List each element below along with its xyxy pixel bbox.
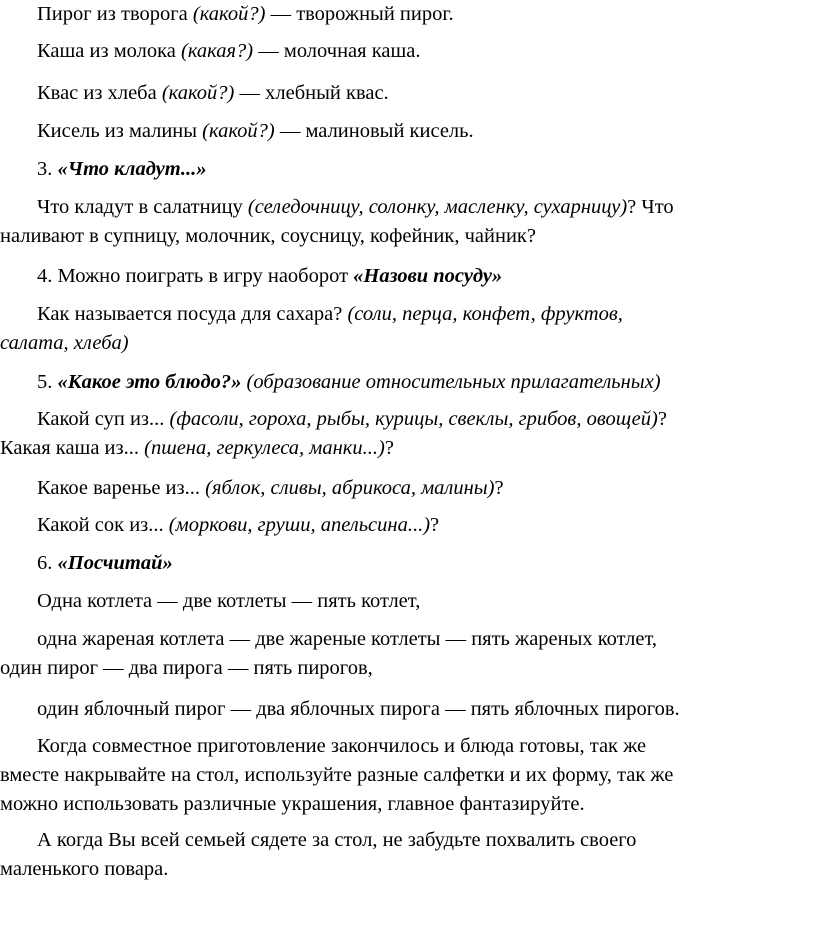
text-run: один пирог — два пирога — пять пирогов, [0,657,373,679]
text-run: Какое варенье из... [37,477,206,499]
text-line [0,79,808,108]
text-line [0,587,808,616]
text-line [0,761,808,790]
text-line [0,732,808,761]
paragraph [0,511,808,540]
text-run: Кисель из малины [37,120,203,142]
text-run: Какая каша из... [0,437,145,459]
paragraph [0,155,808,184]
text-line [0,434,808,463]
paragraph [0,0,808,29]
paragraph [0,587,808,616]
text-run: Какой суп из... [37,408,170,430]
text-line [0,155,808,184]
text-run: Какой сок из... [37,514,169,536]
text-run: один яблочный пирог — два яблочных пирога — пять яблочных пирогов. [37,698,680,720]
text-run: Каша из молока [37,40,182,62]
text-line [0,262,808,291]
italic-run: (какая?) [181,40,254,62]
text-run: Квас из хлеба [37,82,162,104]
paragraph [0,695,808,724]
text-run: ? Что [627,196,674,218]
text-run: Что кладут в салатницу [37,196,248,218]
italic-run: (фасоли, гороха, рыбы, курицы, свеклы, грибов, овощей) [169,408,658,430]
italic-run: (какой?) [161,82,235,104]
text-line [0,474,808,503]
bold-italic-run: «Назови посуду» [353,265,503,287]
text-line [0,222,808,251]
paragraph [0,193,808,251]
text-run: 6. [37,552,58,574]
text-run: наливают в супницу, молочник, соусницу, кофейник, чайник? [0,225,536,247]
paragraph [0,549,808,578]
text-run: можно использовать различные украшения, главное фантазируйте. [0,793,585,815]
text-run: — творожный пирог. [265,3,454,25]
text-line [0,826,808,855]
italic-run: (моркови, груши, апельсина...) [168,514,431,536]
text-line [0,511,808,540]
text-line [0,405,808,434]
text-run: А когда Вы всей семьей сядете за стол, не забудьте похвалить своего [37,829,637,851]
text-run: — молочная каша. [253,40,421,62]
paragraph [0,79,808,108]
text-run: Как называется посуда для сахара? [37,303,348,325]
text-line [0,117,808,146]
text-run: вместе накрывайте на стол, используйте разные салфетки и их форму, так же [0,764,674,786]
text-line [0,193,808,222]
text-run: ? [384,437,394,459]
paragraph [0,262,808,291]
text-run: 5. [37,371,58,393]
text-line [0,37,808,66]
paragraph [0,625,808,683]
paragraph [0,474,808,503]
text-run: 4. Можно поиграть в игру наоборот [37,265,354,287]
italic-run: (яблок, сливы, абрикоса, малины) [205,477,495,499]
bold-italic-run: «Какое это блюдо?» [57,371,242,393]
text-run: ? [494,477,504,499]
text-run: Когда совместное приготовление закончилось и блюда готовы, так же [37,735,647,757]
text-run: одна жареная котлета — две жареные котлеты — пять жареных котлет, [37,628,657,650]
text-line [0,368,808,397]
text-line [0,695,808,724]
text-run: маленького повара. [0,858,169,880]
italic-run: салата, хлеба) [0,332,129,354]
text-run: Пирог из творога [37,3,193,25]
paragraph [0,37,808,66]
text-line [0,654,808,683]
italic-run: (какой?) [202,120,275,142]
text-run: 3. [37,158,58,180]
paragraph [0,405,808,463]
text-run: — хлебный квас. [234,82,389,104]
text-line [0,625,808,654]
text-run: ? [430,514,440,536]
italic-run: (какой?) [192,3,266,25]
bold-italic-run: «Что кладут...» [57,158,207,180]
bold-italic-run: «Посчитай» [57,552,173,574]
text-line [0,549,808,578]
text-line [0,855,808,884]
italic-run: (соли, перца, конфет, фруктов, [347,303,623,325]
text-line [0,0,808,29]
paragraph [0,732,808,819]
paragraph [0,117,808,146]
italic-run: (пшена, геркулеса, манки...) [144,437,385,459]
text-line [0,329,808,358]
text-line [0,790,808,819]
text-run: Одна котлета — две котлеты — пять котлет, [37,590,421,612]
paragraph [0,300,808,358]
italic-run: (образование относительных прилагательных) [241,371,661,393]
paragraph [0,826,808,884]
text-run: — малиновый кисель. [274,120,474,142]
text-run: ? [657,408,667,430]
paragraph [0,368,808,397]
italic-run: (селедочницу, солонку, масленку, сухарницу) [247,196,628,218]
text-line [0,300,808,329]
